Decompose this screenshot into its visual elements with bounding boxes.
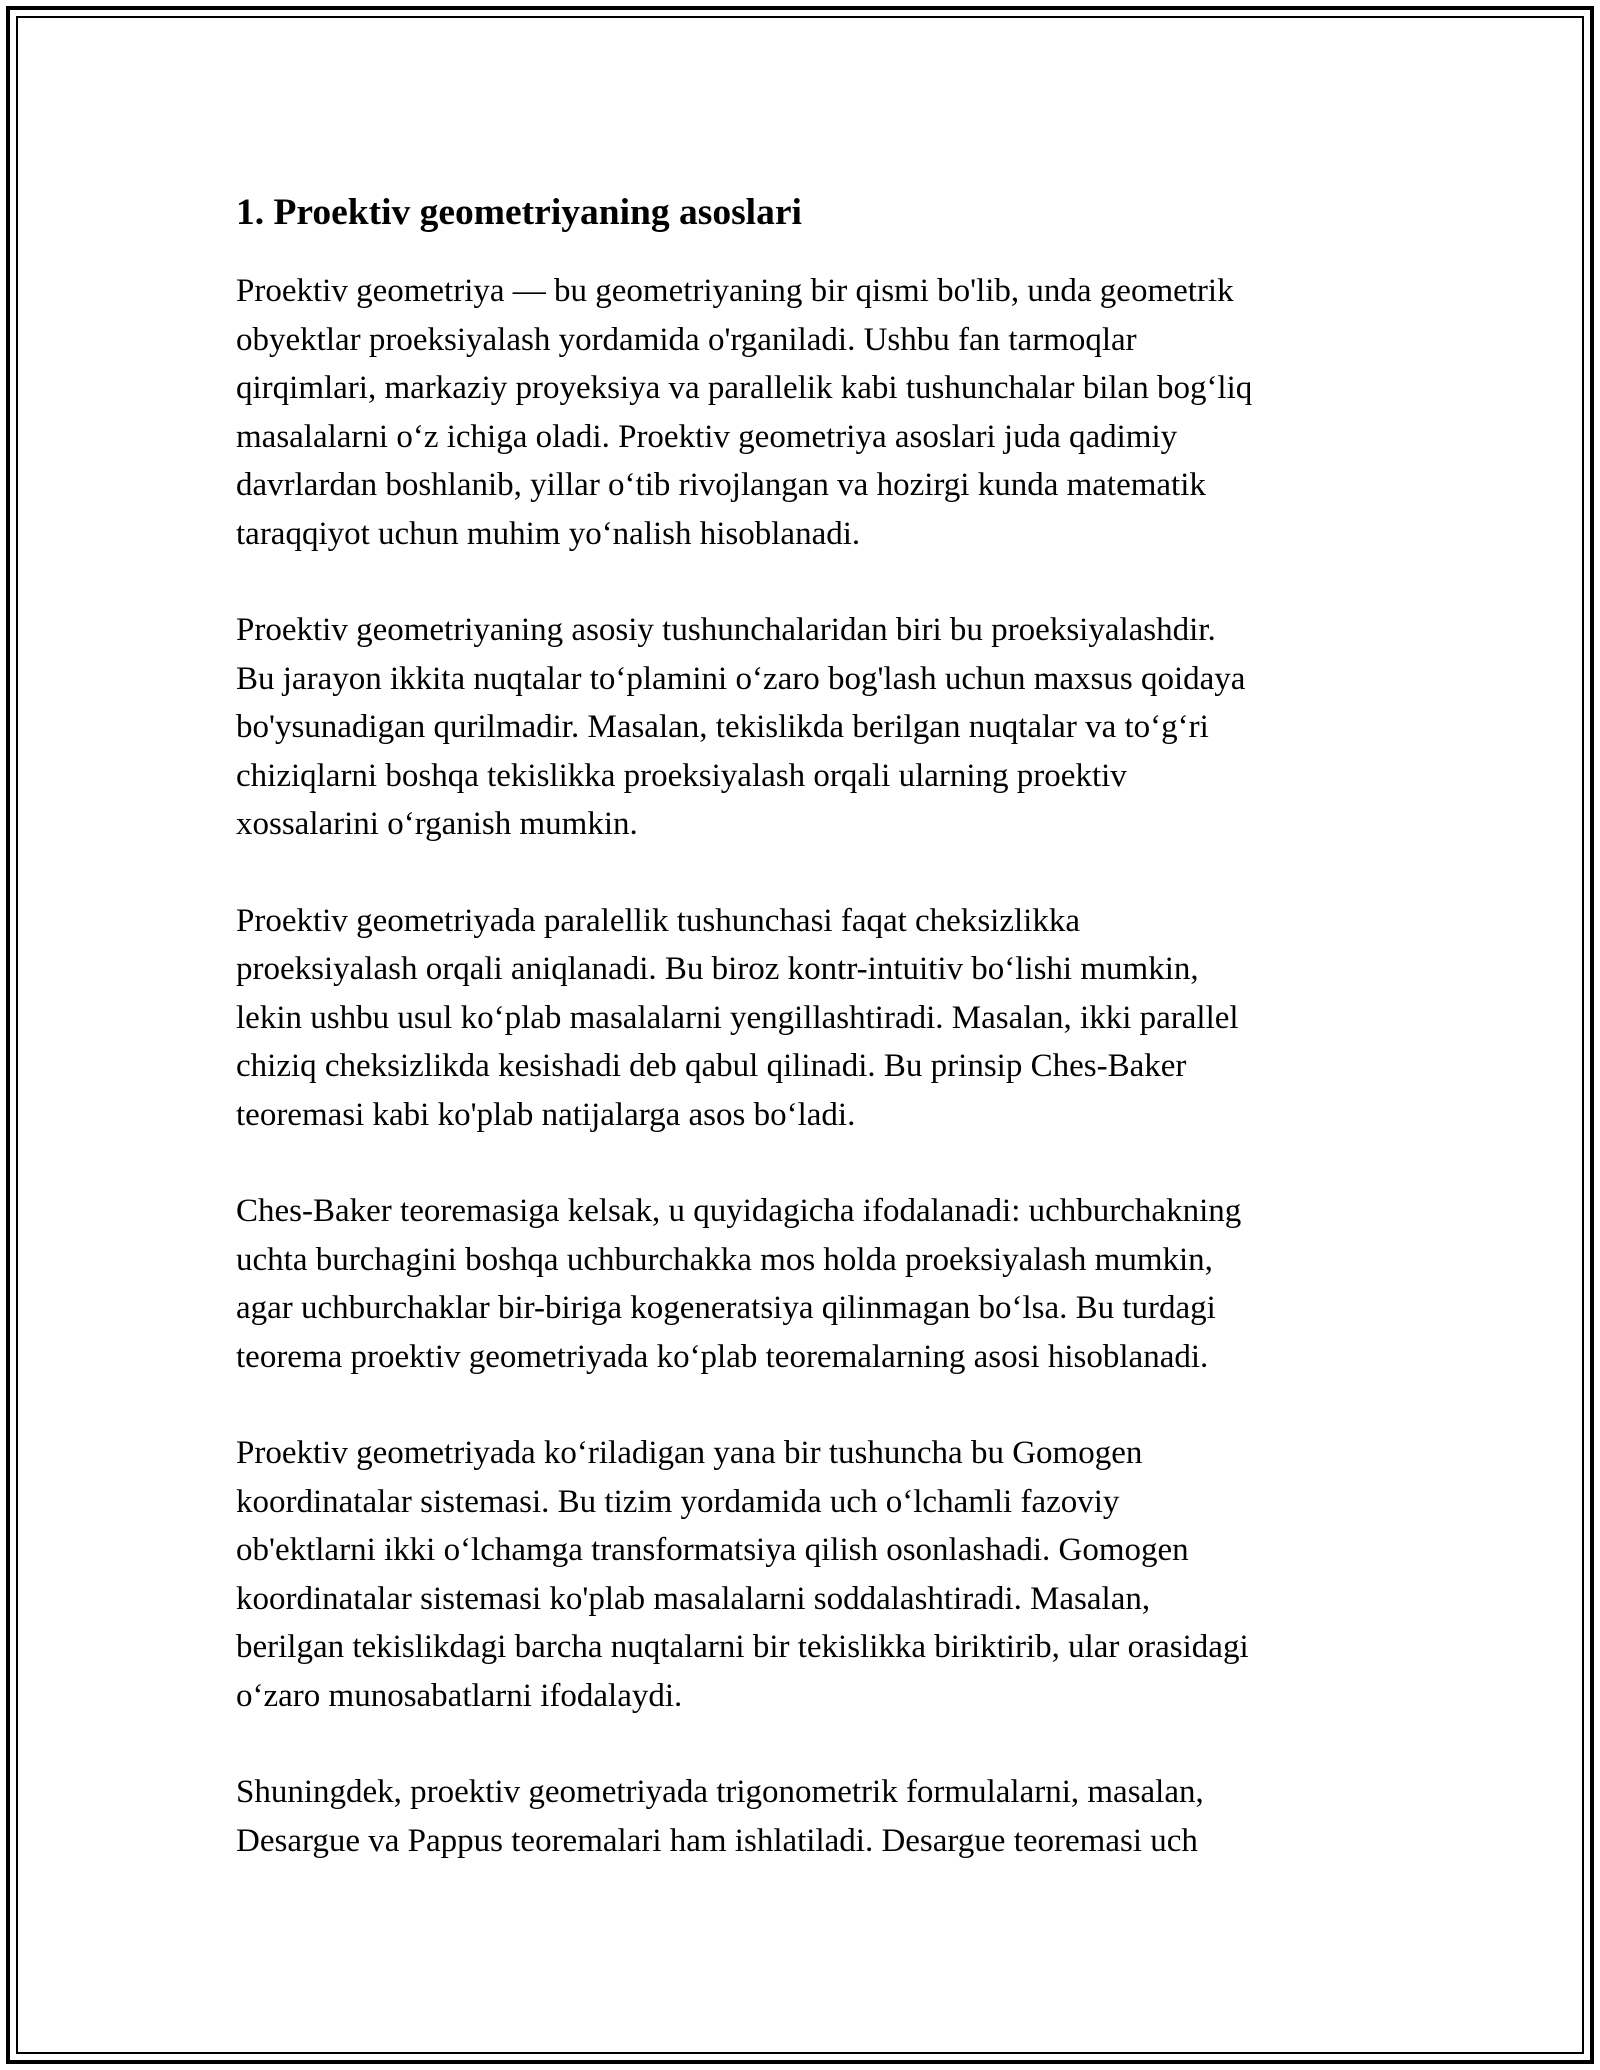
- paragraph-1: Proektiv geometriya — bu geometriyaning bir qismi bo'lib, unda geometrik obyektlar proeksiyalash yordamida o'rganiladi. Ushbu fan tarmoqlar qirqimlari, markaziy proyeksiya va parallelik kabi tushunchalar bilan bog‘liq masalalarni o‘z ichiga oladi. Proektiv geometriya asoslari juda qadimiy davrlardan boshlanib, yillar o‘tib rivojlangan va hozirgi kunda matematik taraqqiyot uchun muhim yo‘nalish hisoblanadi.: [236, 273, 1253, 552]
- paragraph-5: Proektiv geometriyada ko‘riladigan yana bir tushuncha bu Gomogen koordinatalar sistemasi. Bu tizim yordamida uch o‘lchamli fazoviy ob'ektlarni ikki o‘lchamga transformatsiya qilish osonlashadi. Gomogen koordinatalar sistemasi ko'plab masalalarni soddalashtiradi. Masalan, berilgan tekislikdagi barcha nuqtalarni bir tekislikka biriktirib, ular orasidagi o‘zaro munosabatlarni ifodalaydi.: [236, 1435, 1249, 1714]
- document-body: [236, 187, 1376, 1865]
- paragraph-6: Shuningdek, proektiv geometriyada trigonometrik formulalarni, masalan, Desargue va Pappus teoremalari ham ishlatiladi. Desargue teoremasi uch: [236, 1774, 1204, 1859]
- paragraph-2: Proektiv geometriyaning asosiy tushunchalaridan biri bu proeksiyalashdir. Bu jarayon ikkita nuqtalar to‘plamini o‘zaro bog'lash uchun maxsus qoidaya bo'ysunadigan qurilmadir. Masalan, tekislikda berilgan nuqtalar va to‘g‘ri chiziqlarni boshqa tekislikka proeksiyalash orqali ularning proektiv xossalarini o‘rganish mumkin.: [236, 612, 1246, 842]
- paragraph-3: Proektiv geometriyada paralellik tushunchasi faqat cheksizlikka proeksiyalash orqali aniqlanadi. Bu biroz kontr-intuitiv bo‘lishi mumkin, lekin ushbu usul ko‘plab masalalarni yengillashtiradi. Masalan, ikki parallel chiziq cheksizlikda kesishadi deb qabul qilinadi. Bu prinsip Ches-Baker teoremasi kabi ko'plab natijalarga asos bo‘ladi.: [236, 902, 1239, 1133]
- paragraph-4: Ches-Baker teoremasiga kelsak, u quyidagicha ifodalanadi: uchburchakning uchta burchagini boshqa uchburchakka mos holda proeksiyalash mumkin, agar uchburchaklar bir-biriga kogeneratsiya qilinmagan bo‘lsa. Bu turdagi teorema proektiv geometriyada ko‘plab teoremalarning asosi hisoblanadi.: [236, 1193, 1242, 1375]
- section-heading: 1. Proektiv geometriyaning asoslari: [236, 192, 802, 233]
